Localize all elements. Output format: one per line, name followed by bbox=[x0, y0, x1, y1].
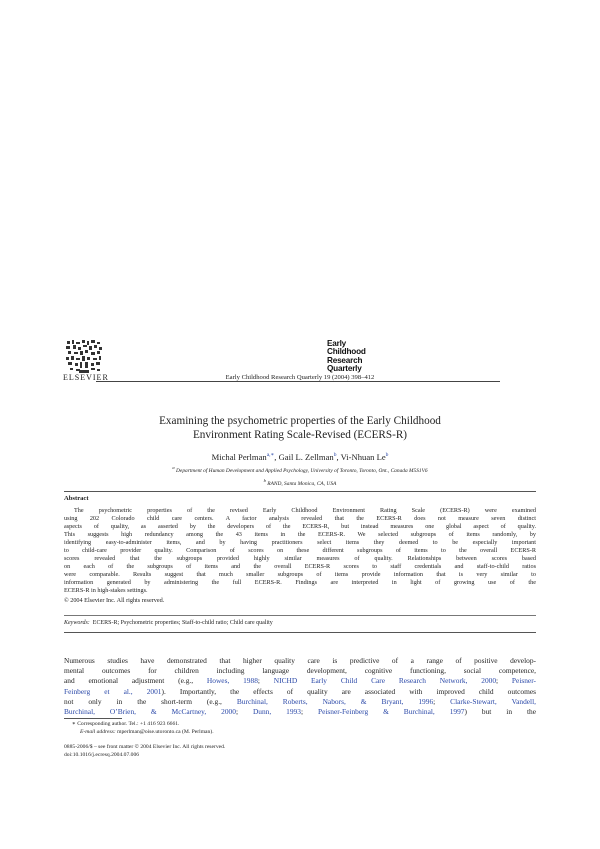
abstract-line: information generated by administering the full ECERS-R. Findings are interpreted in light of growing use of the bbox=[64, 579, 536, 587]
body-line bbox=[64, 656, 536, 666]
author-name: Michal Perlman bbox=[211, 452, 267, 462]
abstract-line: aspects of quality, as asserted by the developers of the ECERS-R, but instead measures one global aspect of quality. bbox=[64, 523, 536, 531]
body-line bbox=[64, 687, 536, 697]
journal-logo-line: Childhood bbox=[327, 347, 366, 357]
citation-link[interactable]: Peisner- bbox=[511, 676, 536, 686]
body-text-segment: ; bbox=[300, 707, 318, 717]
body-text-segment: ; bbox=[496, 676, 512, 686]
header-divider bbox=[96, 381, 500, 382]
affiliation-item bbox=[100, 463, 500, 476]
abstract-line: The psychometric properties of the revised Early Childhood Environment Rating Scale (ECERS-R) were examined bbox=[74, 507, 536, 514]
abstract-line: to child-care provider quality. Comparison of scores on these different subgroups of items to the overall ECERS-R bbox=[64, 547, 536, 555]
body-line bbox=[64, 707, 536, 717]
front-matter bbox=[64, 743, 225, 759]
citation-link[interactable]: Feinberg et al., 2001 bbox=[64, 686, 162, 696]
abstract-line: were comparable. Results suggest that much smaller subgroups of items provide information that is very similar to bbox=[64, 571, 536, 579]
body-text-segment: ; bbox=[235, 707, 253, 717]
affiliations bbox=[100, 463, 500, 489]
journal-logo bbox=[327, 340, 393, 380]
email-address[interactable]: mperlman@oise.utoronto.ca (M. Perlman). bbox=[117, 729, 214, 735]
abstract-line: on each of the subgroups of items and the overall ECERS-R scores to staff credentials and staff-to-child ratios bbox=[64, 563, 536, 571]
abstract-line: ECERS-R in high-stakes settings. bbox=[64, 587, 148, 595]
journal-logo-line: Early bbox=[327, 339, 347, 348]
affiliation-mark: b bbox=[263, 477, 266, 483]
citation-link[interactable]: Howes, 1988 bbox=[206, 676, 258, 686]
citation-link[interactable]: Clarke-Stewart, Vandell, bbox=[450, 696, 536, 706]
journal-logo-line: Quarterly bbox=[327, 363, 362, 373]
abstract-top-divider bbox=[64, 491, 536, 492]
body-text-segment: ). Importantly, the effects of quality are associated with improved child outcomes bbox=[161, 686, 537, 696]
author-affiliation-mark[interactable]: b bbox=[333, 452, 337, 459]
body-text-segment: ; bbox=[257, 676, 274, 686]
body-text-segment: and emotional adjustment (e.g., bbox=[64, 676, 207, 686]
email-note bbox=[80, 729, 214, 735]
abstract-line: using 202 Colorado child care centers. A factor analysis revealed that the ECERS-R does not measure seven distinct bbox=[64, 515, 536, 523]
abstract-body bbox=[64, 507, 536, 596]
body-line bbox=[64, 697, 536, 707]
affiliation-mark: a bbox=[172, 465, 175, 470]
abstract-line: This suggests high redundancy among the 43 items in the ECERS-R. We selected subgroups of items randomly, by bbox=[64, 531, 536, 539]
body-text-segment: ) but in the bbox=[464, 707, 536, 717]
affiliation-text: RAND, Santa Monica, CA, USA bbox=[267, 480, 337, 487]
body-paragraph bbox=[64, 656, 536, 717]
body-text-segment: Numerous studies have demonstrated that higher quality care is predictive of a range of positive develop- bbox=[64, 656, 536, 665]
abstract-heading: Abstract bbox=[64, 495, 89, 502]
body-text-segment: ; bbox=[433, 696, 451, 706]
keywords-list: ECERS-R; Psychometric properties; Staff-to-child ratio; Child care quality bbox=[92, 620, 273, 626]
author-affiliation-mark[interactable]: a,∗ bbox=[266, 452, 275, 459]
citation-link[interactable]: Dunn, 1993 bbox=[252, 707, 301, 717]
affiliation-item bbox=[100, 476, 500, 489]
author-affiliation-mark[interactable]: b bbox=[385, 452, 389, 459]
abstract-bottom-divider bbox=[64, 632, 536, 633]
publisher-name: ELSEVIER bbox=[63, 373, 109, 382]
keywords bbox=[64, 620, 273, 626]
title-line: Environment Rating Scale-Revised (ECERS-R) bbox=[192, 429, 408, 441]
citation-link[interactable]: Peisner-Feinberg & Burchinal, 1997 bbox=[317, 707, 465, 717]
affiliation-text: Department of Human Development and Applied Psychology, University of Toronto, Toronto, Ont., Canada M5S1V6 bbox=[176, 467, 428, 474]
author-list bbox=[100, 452, 500, 462]
citation-link[interactable]: NICHD Early Child Care Research Network, 2000 bbox=[273, 676, 497, 686]
corresponding-author-note: ∗ Corresponding author. Tel.: +1 416 923 6661. bbox=[72, 721, 180, 727]
author-name: Gail L. Zellman bbox=[278, 452, 334, 462]
footnote-divider bbox=[64, 718, 122, 719]
article-title bbox=[100, 414, 500, 442]
abstract-line: identifying easy-to-administer items, and by having practitioners select items they deemed to be especially important bbox=[64, 539, 536, 547]
body-line bbox=[64, 676, 536, 686]
author-separator: , bbox=[274, 452, 279, 462]
keywords-divider bbox=[64, 615, 536, 616]
citation-link[interactable]: Burchinal, Roberts, Nabors, & Bryant, 1996 bbox=[236, 696, 434, 706]
elsevier-tree-icon bbox=[64, 339, 104, 375]
body-text-segment: mental outcomes for children including language development, cognitive functioning, social competence, bbox=[64, 666, 536, 676]
title-line: Examining the psychometric properties of the Early Childhood bbox=[159, 415, 441, 427]
journal-citation: Early Childhood Research Quarterly 19 (2004) 398–412 bbox=[225, 374, 375, 381]
citation-link[interactable]: Burchinal, O’Brien, & McCartney, 2000 bbox=[64, 707, 236, 717]
doi-line[interactable]: doi:10.1016/j.ecresq.2004.07.006 bbox=[64, 752, 140, 758]
body-line bbox=[64, 666, 536, 676]
journal-logo-line: Research bbox=[327, 355, 363, 365]
keywords-label: Keywords: bbox=[64, 620, 90, 626]
author-name: Vi-Nhuan Le bbox=[340, 452, 386, 462]
email-label: E-mail address: bbox=[80, 729, 116, 735]
author-separator: , bbox=[336, 452, 341, 462]
body-text-segment: not only in the short-term (e.g., bbox=[64, 696, 237, 706]
abstract-copyright: © 2004 Elsevier Inc. All rights reserved. bbox=[64, 597, 165, 604]
front-matter-line: 0885-2006/$ – see front matter © 2004 Elsevier Inc. All rights reserved. bbox=[64, 744, 226, 750]
abstract-line: scores revealed that the subgroups provided highly similar measures of quality. Relationships between scores based bbox=[64, 555, 536, 563]
